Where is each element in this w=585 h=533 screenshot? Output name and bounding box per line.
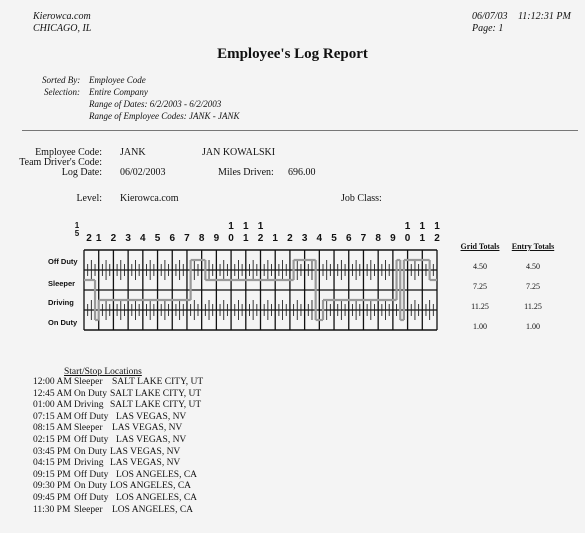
criteria-label-selection: Selection: (44, 87, 80, 97)
location-status: On Duty (74, 388, 107, 399)
hour-label-top: 1 (243, 221, 249, 232)
location-time: 12:45 AM (33, 388, 72, 399)
hour-label: 1 (243, 233, 249, 244)
location-place: SALT LAKE CITY, UT (110, 388, 202, 399)
team-driver-label: Team Driver's Code: (19, 157, 102, 168)
row-label-sleeper: Sleeper (48, 279, 76, 288)
entry-total-on-duty: 1.00 (526, 322, 540, 331)
hour-label: 9 (390, 233, 396, 244)
hour-label: 4 (140, 233, 146, 244)
hour-label: 3 (125, 233, 131, 244)
location-status: Off Duty (74, 435, 109, 445)
location-place: SALT LAKE CITY, UT (112, 377, 204, 387)
location-time: 01:00 AM (33, 400, 72, 411)
hour-label: 9 (213, 233, 220, 244)
hour-label: 2 (434, 233, 440, 244)
location-status: Off Duty (74, 411, 109, 422)
grid-total-on-duty: 1.00 (473, 322, 487, 331)
locations-heading: Start/Stop Locations (64, 367, 142, 377)
location-time: 04:15 PM (33, 458, 71, 469)
hour-label: 0 (404, 233, 411, 244)
location-time: 09:30 PM (33, 481, 71, 492)
hour-label: 3 (301, 233, 308, 244)
hour-label: 2 (287, 233, 293, 244)
location-status: Sleeper (74, 423, 103, 434)
location-status: Sleeper (74, 377, 103, 387)
hour-label: 6 (345, 233, 352, 244)
miles-label: Miles Driven: (218, 167, 274, 178)
grid-total-off-duty: 4.50 (473, 262, 487, 271)
hour-label-top: 1 (257, 221, 264, 232)
location-place: LOS ANGELES, CA (116, 469, 198, 480)
hour-label: 6 (169, 233, 176, 244)
row-label-off-duty: Off Duty (48, 257, 78, 266)
location-status: Off Duty (74, 469, 109, 480)
location-place: LAS VEGAS, NV (116, 411, 187, 422)
report-date: 06/07/03 (472, 11, 508, 22)
hour-label: 1 (272, 233, 278, 244)
entry-total-off-duty: 4.50 (526, 262, 540, 271)
location-place: LOS ANGELES, CA (110, 481, 192, 492)
location-status: Off Duty (74, 493, 109, 503)
criteria-date-range: Range of Dates: 6/2/2003 - 6/2/2003 (89, 99, 222, 109)
row-label-driving: Driving (48, 298, 74, 307)
location-place: LOS ANGELES, CA (116, 493, 198, 503)
location-status: On Duty (74, 481, 107, 492)
entry-total-sleeper: 7.25 (526, 282, 540, 291)
criteria-value-selection: Entire Company (89, 87, 148, 97)
log-date-label: Log Date: (61, 167, 102, 178)
company-name: Kierowca.com (33, 11, 91, 22)
location-time: 12:00 AM (33, 377, 72, 387)
location-status: On Duty (74, 446, 107, 457)
location-status: Sleeper (74, 504, 103, 515)
criteria-value-sorted: Employee Code (89, 75, 146, 85)
level-value: Kierowca.com (120, 193, 179, 204)
location-status: Driving (74, 458, 104, 469)
log-date: 06/02/2003 (120, 167, 166, 178)
location-place: LOS ANGELES, CA (112, 504, 194, 515)
hour-label: 8 (375, 233, 381, 244)
page-number: Page: 1 (472, 23, 504, 34)
location-time: 02:15 PM (33, 435, 71, 445)
criteria-label-sorted: Sorted By: (42, 75, 81, 85)
hour-label: 1 (95, 233, 102, 244)
company-city: CHICAGO, IL (33, 23, 92, 34)
miles-driven: 696.00 (288, 167, 316, 178)
criteria-employee-range: Range of Employee Codes: JANK - JANK (89, 111, 240, 121)
hour-label-top: 1 (434, 221, 440, 232)
hour-label-top: 1 (419, 221, 426, 232)
location-time: 09:15 PM (33, 469, 71, 480)
grid-totals-header: Grid Totals (460, 242, 500, 251)
hour-label-top: 1 (404, 221, 411, 232)
employee-code-label: Employee Code: (35, 147, 102, 158)
location-place: SALT LAKE CITY, UT (110, 400, 202, 411)
hour-label: 4 (316, 233, 323, 244)
grid-total-driving: 11.25 (471, 302, 489, 311)
hour-label: 1 (419, 233, 426, 244)
location-time: 03:45 PM (33, 446, 71, 457)
location-place: LAS VEGAS, NV (112, 423, 183, 434)
location-status: Driving (74, 400, 104, 411)
grid-total-sleeper: 7.25 (473, 282, 487, 291)
hour-label: 7 (184, 233, 190, 244)
hour-label: 2 (110, 233, 117, 244)
hour-label: 2 (257, 233, 264, 244)
location-time: 07:15 AM (33, 411, 72, 422)
entry-totals-header: Entry Totals (511, 242, 555, 251)
report-time: 11:12:31 PM (518, 11, 571, 22)
hour-label: 5 (154, 233, 161, 244)
location-time: 11:30 PM (33, 504, 71, 515)
hour-corner-label: 1 5 (74, 221, 80, 238)
employee-code: JANK (120, 147, 146, 158)
job-class-label: Job Class: (341, 193, 382, 204)
location-place: LAS VEGAS, NV (110, 446, 181, 457)
report-title: Employee's Log Report (217, 46, 368, 62)
level-label: Level: (76, 193, 102, 204)
location-time: 09:45 PM (33, 493, 71, 503)
hour-label-top: 1 (228, 221, 234, 232)
hour-label: 2 (86, 233, 92, 244)
hour-label: 7 (360, 233, 367, 244)
location-place: LAS VEGAS, NV (116, 435, 187, 445)
entry-total-driving: 11.25 (524, 302, 542, 311)
location-place: LAS VEGAS, NV (110, 458, 181, 469)
row-label-on-duty: On Duty (48, 318, 78, 327)
employee-name: JAN KOWALSKI (202, 147, 276, 158)
hour-label: 5 (331, 233, 337, 244)
hour-label: 8 (198, 233, 205, 244)
location-time: 08:15 AM (33, 423, 72, 434)
hour-label: 0 (228, 233, 234, 244)
